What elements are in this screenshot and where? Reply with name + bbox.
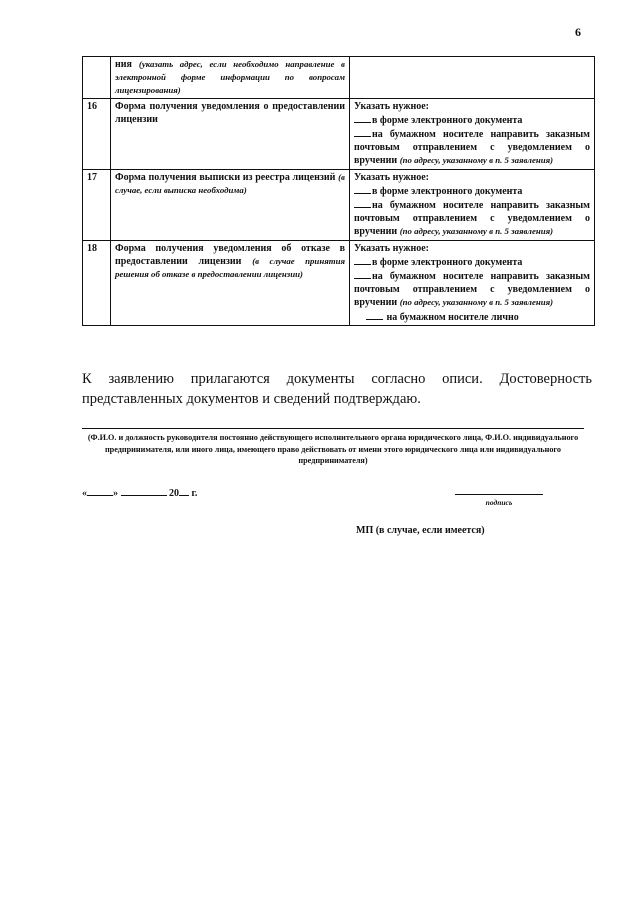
checkbox-blank[interactable] xyxy=(354,198,371,208)
checkbox-blank[interactable] xyxy=(354,255,371,265)
options-heading: Указать нужное: xyxy=(354,242,429,254)
option-paper-label: на бумажном носителе направить заказным почтовым отправлением с уведомлением о вручении xyxy=(354,271,590,309)
row-label xyxy=(111,98,350,169)
row-label-cell xyxy=(111,57,350,99)
option-personal-label: на бумажном носителе лично xyxy=(386,311,519,323)
option-paper-note: (по адресу, указанному в п. 5 заявления) xyxy=(399,226,554,237)
option-electronic-label: в форме электронного документа xyxy=(372,256,523,268)
date-year-prefix: 20 xyxy=(169,488,179,499)
options-heading: Указать нужное: xyxy=(354,100,429,112)
declaration-text: К заявлению прилагаются документы согласно описи. Достоверность представленных документов и сведений подтверждаю. xyxy=(82,371,592,407)
row-label-text: Форма получения выписки из реестра лицензий xyxy=(115,171,336,183)
checkbox-blank[interactable] xyxy=(354,127,371,137)
row-number-cell xyxy=(83,57,111,99)
option-paper-note: (по адресу, указанному в п. 5 заявления) xyxy=(399,155,554,166)
checkbox-blank[interactable] xyxy=(354,113,371,123)
continuation-note: (указать адрес, если необходимо направление в электронной форме информации по вопросам лицензирования) xyxy=(115,59,345,96)
signature-caption: подпись xyxy=(485,498,513,507)
continuation-text: ния xyxy=(115,59,139,70)
signatory-caption: (Ф.И.О. и должность руководителя постоянно действующего исполнительного органа юридического лица, Ф.И.О. индивидуального предпринимателя, или иного лица, имеющего право действовать от имени этого юридического лица или индивидуального предпринимателя) xyxy=(87,433,579,465)
option-paper-label: на бумажном носителе направить заказным почтовым отправлением с уведомлением о вручении xyxy=(354,200,590,238)
option-paper-mail[interactable] xyxy=(354,269,590,310)
row-label-text: Форма получения уведомления об отказе в предоставлении лицензии xyxy=(115,242,345,267)
option-electronic[interactable] xyxy=(354,255,590,269)
table-row-continuation xyxy=(83,57,595,99)
date-field xyxy=(82,486,197,499)
table-row-18 xyxy=(83,240,595,325)
option-paper-note: (по адресу, указанному в п. 5 заявления) xyxy=(399,297,554,308)
row-label xyxy=(111,240,350,325)
option-paper-label: на бумажном носителе направить заказным почтовым отправлением с уведомлением о вручении xyxy=(354,129,590,167)
license-form-table xyxy=(82,56,595,326)
date-year-suffix: г. xyxy=(191,488,198,499)
option-electronic[interactable] xyxy=(354,184,590,198)
date-close-quote: » xyxy=(113,488,118,499)
option-paper-mail[interactable] xyxy=(354,198,590,240)
checkbox-blank[interactable] xyxy=(366,310,383,320)
option-electronic[interactable] xyxy=(354,113,590,127)
stamp-note: МП (в случае, если имеется) xyxy=(356,525,485,536)
row-options xyxy=(350,240,595,325)
signatory-name-line[interactable] xyxy=(82,428,584,429)
row-label-text: Форма получения уведомления о предоставлении лицензии xyxy=(115,100,345,125)
row-label-note: (в случае принятия решения об отказе в предоставлении лицензии) xyxy=(115,255,346,280)
row-number: 17 xyxy=(83,169,111,240)
checkbox-blank[interactable] xyxy=(354,269,371,279)
row-label xyxy=(111,169,350,240)
date-open-quote: « xyxy=(82,488,87,499)
options-heading: Указать нужное: xyxy=(354,171,429,183)
row-options xyxy=(350,98,595,169)
option-paper-personal[interactable] xyxy=(354,310,590,325)
signature-line[interactable] xyxy=(455,494,543,495)
date-year-blank[interactable] xyxy=(179,486,189,496)
row-number: 16 xyxy=(83,98,111,169)
table-row-17 xyxy=(83,169,595,240)
checkbox-blank[interactable] xyxy=(354,184,371,194)
row-value-cell xyxy=(350,57,595,99)
option-paper-mail[interactable] xyxy=(354,127,590,169)
row-number: 18 xyxy=(83,240,111,325)
date-month-blank[interactable] xyxy=(121,486,167,496)
page-number: 6 xyxy=(575,25,581,39)
option-electronic-label: в форме электронного документа xyxy=(372,114,523,126)
row-label-note: (в случае, если выписка необходима) xyxy=(115,171,345,195)
table-row-16 xyxy=(83,98,595,169)
date-day-blank[interactable] xyxy=(87,486,113,496)
row-options xyxy=(350,169,595,240)
option-electronic-label: в форме электронного документа xyxy=(372,185,523,197)
